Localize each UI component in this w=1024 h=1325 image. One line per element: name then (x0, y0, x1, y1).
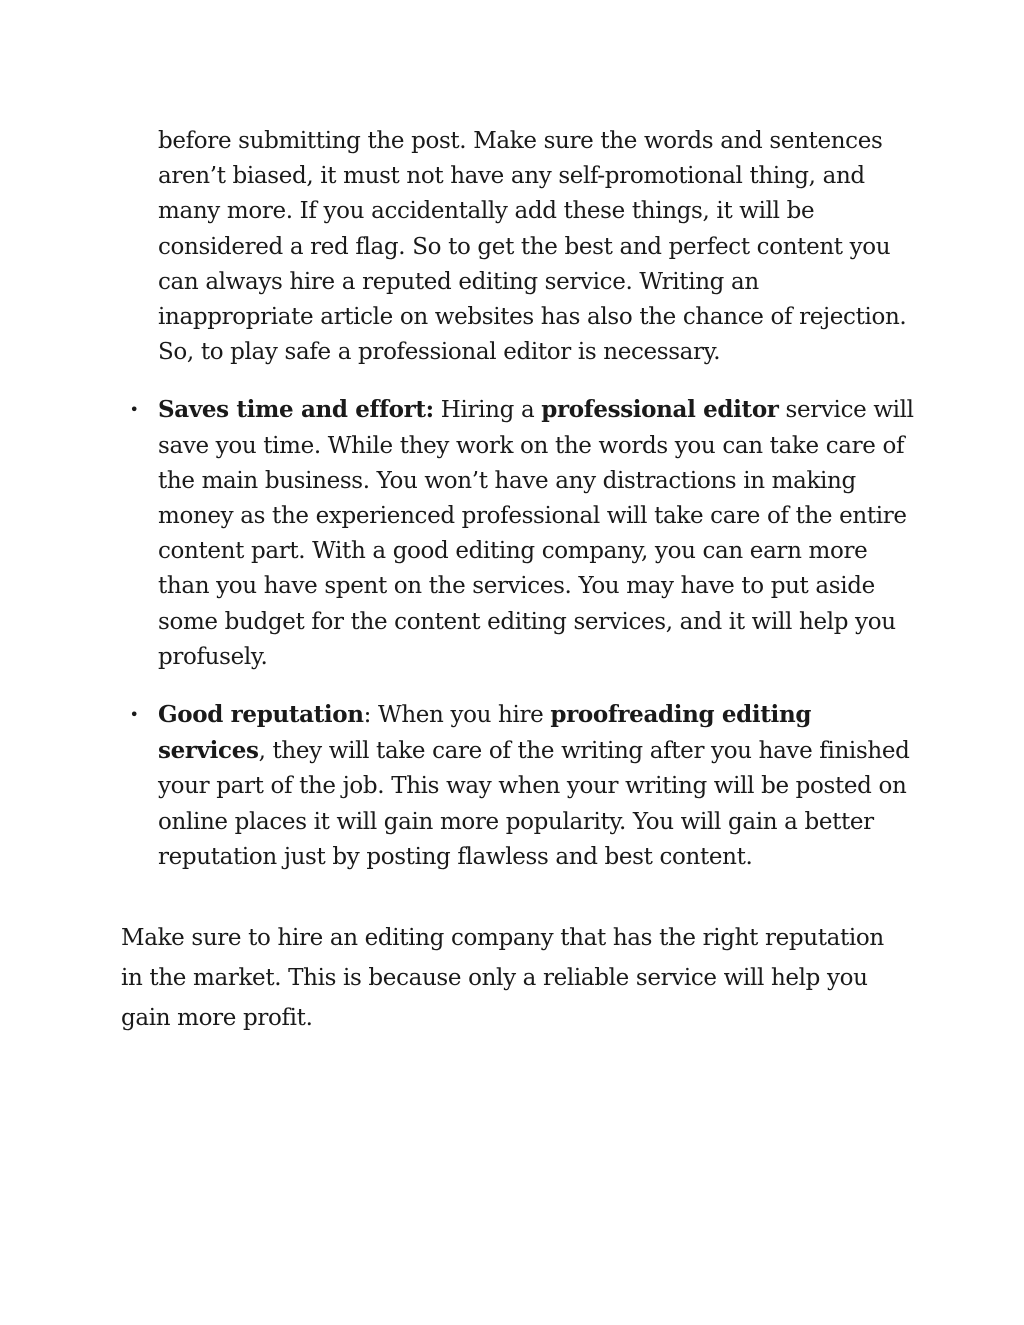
list-item-lead: Hiring a (433, 397, 542, 424)
list-item-lead: : When you hire (363, 702, 551, 729)
list-item-text: before submitting the post. Make sure the words and sentences aren’t biased, it must not have any self-promotional thing, and many more. If you accidentally add these things, it will be considered a red flag. So to get the best and perfect content you can always hire a reputed editing service. Writing an inappropriate article on websites has also the chance of rejection. So, to play safe a professional editor is necessary. (158, 128, 907, 366)
list-item-text (158, 392, 918, 675)
bullet-icon: • (129, 705, 139, 725)
list-item-text (158, 697, 918, 875)
list-item-saves-time (129, 392, 918, 675)
list-item-title: Saves time and effort: (158, 396, 434, 424)
list-item-good-reputation (129, 697, 918, 875)
list-item-highlight: professional editor (541, 396, 779, 424)
list-item-rest: service will save you time. While they work on the words you can take care of the main business. You won’t have any distractions in making money as the experienced professional will take care of the entire content part. With a good editing company, you can earn more than you have spent on the services. You may have to put aside some budget for the content editing services, and it will help you profusely. (158, 397, 914, 670)
list-item-highlight: proofreading editing services (158, 701, 812, 765)
bullet-icon: • (129, 400, 139, 420)
list-item-continuation (158, 124, 918, 370)
list-item-rest: , they will take care of the writing after you have finished your part of the job. This way when your writing will be posted on online places it will gain more popularity. You will gain a better reputation just by posting flawless and best content. (158, 738, 910, 870)
list-item-title: Good reputation (158, 701, 364, 729)
benefits-list (129, 124, 918, 875)
closing-paragraph: Make sure to hire an editing company that has the right reputation in the market. This is because only a reliable service will help you gain more profit. (121, 925, 884, 1031)
